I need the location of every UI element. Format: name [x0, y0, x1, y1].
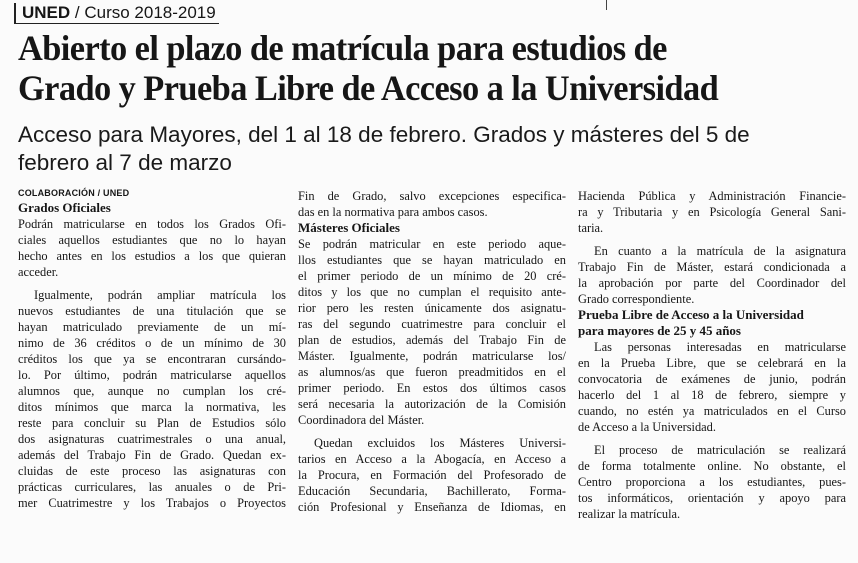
body-text-line: Centro proporciona a los estudiantes, pues- [578, 475, 846, 489]
body-text-line: de Acceso a la Universidad. [578, 420, 716, 434]
body-text-line: ción Profesional y Enseñanza de Idiomas, en [298, 500, 566, 514]
article-column-1 [18, 186, 286, 511]
section-heading-line: para mayores de 25 y 45 años [578, 323, 741, 338]
body-text-line: la aprobación por parte del Coordinador del [578, 276, 846, 290]
body-text-line: Fin de Grado, salvo excepciones especifica- [298, 189, 566, 203]
body-text-line: llos estudiantes que se hayan matriculado en [298, 253, 566, 267]
body-text-line: mer Cuatrimestre y los Trabajos o Proyectos [18, 496, 286, 510]
body-text-line: Máster. Igualmente, podrán matricularse los/ [298, 349, 566, 363]
paragraph-gap [18, 280, 286, 287]
scan-mark [606, 0, 607, 10]
paragraph-gap [578, 435, 846, 442]
body-text-line: plan de estudios, además del Trabajo Fin de [298, 333, 566, 347]
headline [18, 28, 811, 108]
body-text-line: En cuanto a la matrícula de la asignatura [594, 244, 846, 258]
section-heading-line: Másteres Oficiales [298, 220, 400, 235]
body-text-line: alumnos que, aunque no cumplan los cré- [18, 384, 286, 398]
body-text-line: será necesaria la autorización de la Comisión [298, 397, 566, 411]
body-text-line: Igualmente, podrán ampliar matrícula los [34, 288, 286, 302]
paragraph-gap [298, 428, 566, 435]
body-text-line: as alumnos/as que fueron preadmitidos en el [298, 365, 566, 379]
body-text-line: Podrán matricularse en todos los Grados Ofi- [18, 217, 286, 231]
body-text-line: en la Prueba Libre, que se celebrará en la [578, 356, 846, 370]
body-text-line: Las personas interesadas en matricularse [594, 340, 846, 354]
body-text-line: hayan matriculado previamente de un mí- [18, 320, 286, 334]
body-text-line: Se podrán matricular en este periodo aque- [298, 237, 566, 251]
body-text-line: nimo de 36 créditos o de un mínimo de 30 [18, 336, 286, 350]
body-text-line: ra y Tributaria y en Psicología General Sani- [578, 205, 846, 219]
kicker-brand: UNED [22, 3, 71, 22]
body-text-line: primer periodo. En estos dos últimos casos [298, 381, 566, 395]
body-text-line: taria. [578, 221, 604, 235]
body-text-line: das en la normativa para ambos casos. [298, 205, 488, 219]
body-text-line: lo. Por último, podrán matricularse aquellos [18, 368, 286, 382]
section-heading-line: Prueba Libre de Acceso a la Universidad [578, 307, 804, 322]
subheadline [18, 121, 848, 177]
body-text-line: tarios en Acceso a la Abogacía, en Acceso a [298, 452, 566, 466]
body-text-line: además del Trabajo Fin de Grado. Quedan ex- [18, 448, 286, 462]
body-text-line: ditos y los que no cumplan el requisito ante- [298, 285, 566, 299]
byline: COLABORACIÓN / UNED [18, 188, 130, 198]
section-kicker [14, 3, 219, 24]
body-text-line: Educación Secundaria, Bachillerato, Forma- [298, 484, 566, 498]
headline-line: Grado y Prueba Libre de Acceso a la Universidad [18, 68, 719, 108]
article-column-3 [578, 188, 846, 522]
body-text-line: prácticas curriculares, las anuales o de Pri- [18, 480, 286, 494]
body-text-line: créditos los que ya se encontraran cursándo- [18, 352, 286, 366]
subheadline-line: febrero al 7 de marzo [18, 150, 232, 175]
body-text-line: cluidas de este proceso las asignaturas con [18, 464, 286, 478]
kicker-course: / Curso 2018-2019 [70, 3, 216, 22]
paragraph-gap [578, 236, 846, 243]
body-text-line: Hacienda Pública y Administración Financie- [578, 189, 846, 203]
body-text-line: la Procura, en Formación del Profesorado de [298, 468, 566, 482]
body-text-line: El proceso de matriculación se realizará [594, 443, 846, 457]
section-heading-line: Grados Oficiales [18, 200, 111, 215]
body-text-line: dos asignaturas cuatrimestrales o una anual, [18, 432, 286, 446]
body-text-line: hacerlo del 1 al 18 de febrero, siempre y [578, 388, 846, 402]
body-text-line: ras del segundo cuatrimestre para concluir el [298, 317, 566, 331]
body-text-line: reste para concluir su Plan de Estudios sólo [18, 416, 286, 430]
body-text-line: acceder. [18, 265, 59, 279]
body-text-line: rior pero les resten únicamente dos asignatu- [298, 301, 566, 315]
body-text-line: Quedan excluidos los Másteres Universi- [314, 436, 566, 450]
body-text-line: convocatoria de exámenes de junio, podrán [578, 372, 846, 386]
headline-line: Abierto el plazo de matrícula para estudios de [18, 28, 667, 68]
body-text-line: de forma totalmente online. No obstante, el [578, 459, 846, 473]
body-text-line: ciales aquellos estudiantes que no lo hayan [18, 233, 286, 247]
body-text-line: ditos mínimos que marca la normativa, les [18, 400, 286, 414]
body-text-line: tos informáticos, orientación y apoyo para [578, 491, 846, 505]
body-text-line: realizar la matrícula. [578, 507, 681, 521]
body-text-line: hecho antes en los estudios a los que quieran [18, 249, 286, 263]
body-text-line: Grado correspondiente. [578, 292, 695, 306]
body-text-line: Trabajo Fin de Máster, estará condicionada a [578, 260, 846, 274]
body-text-line: el primer periodo de un mínimo de 20 cré- [298, 269, 566, 283]
body-text-line: nuevos estudiantes de una titulación que se [18, 304, 286, 318]
body-text-line: Coordinadora del Máster. [298, 413, 425, 427]
body-text-line: cuando, no estén ya matriculados en el Curso [578, 404, 846, 418]
article-column-2 [298, 188, 566, 515]
subheadline-line: Acceso para Mayores, del 1 al 18 de febrero. Grados y másteres del 5 de [18, 122, 750, 147]
